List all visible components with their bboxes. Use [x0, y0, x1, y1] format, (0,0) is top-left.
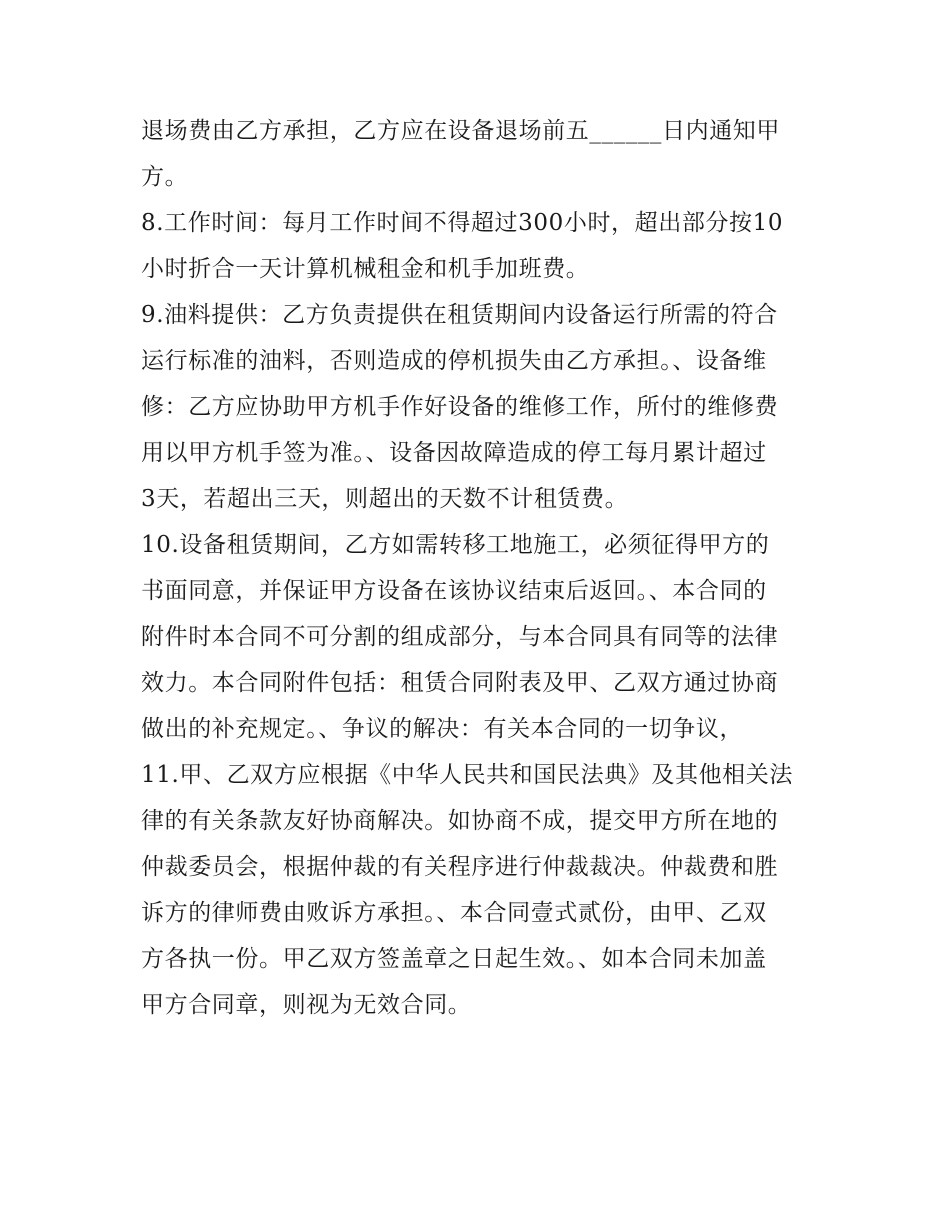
- text-line: 11.甲、乙双方应根据《中华人民共和国民法典》及其他相关法: [141, 762, 793, 788]
- text-line: 方。: [141, 164, 189, 190]
- text-line: 仲裁委员会，根据仲裁的有关程序进行仲裁裁决。仲裁费和胜: [141, 854, 779, 880]
- text-line: 修：乙方应协助甲方机手作好设备的维修工作，所付的维修费: [141, 394, 779, 420]
- text-line: 10.设备租赁期间，乙方如需转移工地施工，必须征得甲方的: [141, 532, 770, 558]
- text-line: 做出的补充规定。、争议的解决：有关本合同的一切争议，: [141, 716, 744, 742]
- text-line: 运行标准的油料，否则造成的停机损失由乙方承担。、设备维: [141, 348, 767, 374]
- text-line: 效力。本合同附件包括：租赁合同附表及甲、乙双方通过协商: [141, 670, 779, 696]
- text-line: 8.工作时间：每月工作时间不得超过300小时，超出部分按10: [141, 210, 784, 236]
- text-line: 9.油料提供：乙方负责提供在租赁期间内设备运行所需的符合: [141, 302, 778, 328]
- text-line: 小时折合一天计算机械租金和机手加班费。: [141, 256, 590, 282]
- text-line: 退场费由乙方承担，乙方应在设备退场前五______日内通知甲: [141, 118, 780, 144]
- text-line: 书面同意，并保证甲方设备在该协议结束后返回。、本合同的: [141, 578, 767, 604]
- text-line: 甲方合同章，则视为无效合同。: [141, 992, 472, 1018]
- text-line: 律的有关条款友好协商解决。如协商不成，提交甲方所在地的: [141, 808, 779, 834]
- text-line: 用以甲方机手签为准。、设备因故障造成的停工每月累计超过: [141, 440, 767, 466]
- contract-text-block: [141, 108, 821, 1028]
- text-line: 诉方的律师费由败诉方承担。、本合同壹式贰份，由甲、乙双: [141, 900, 767, 926]
- text-line: 方各执一份。甲乙双方签盖章之日起生效。、如本合同未加盖: [141, 946, 767, 972]
- text-line: 3天，若超出三天，则超出的天数不计租赁费。: [141, 486, 629, 512]
- text-line: 附件时本合同不可分割的组成部分，与本合同具有同等的法律: [141, 624, 779, 650]
